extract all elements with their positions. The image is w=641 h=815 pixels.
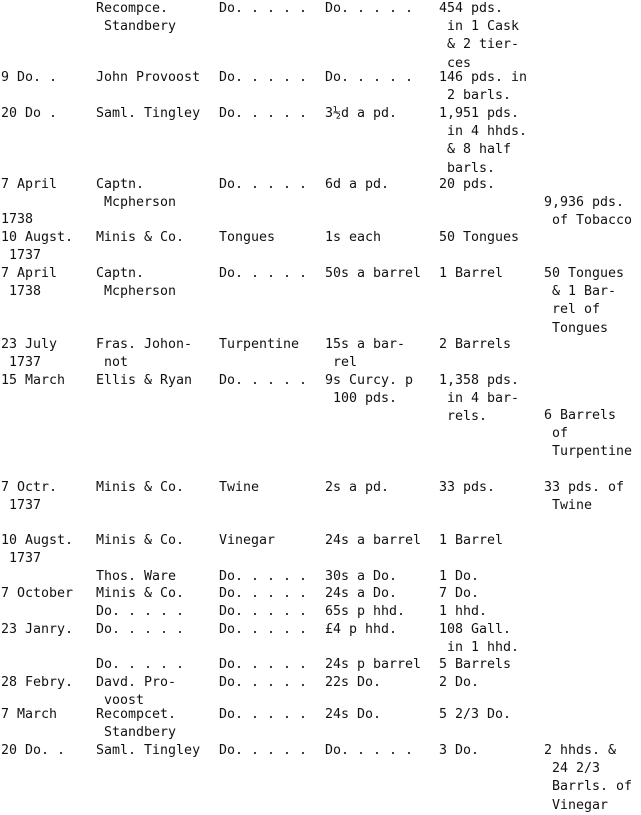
entry-date: 20 Do .: [1, 106, 58, 121]
entry-quantity: 1,358 pds. in 4 bar- rels.: [439, 373, 520, 425]
entry-name: Saml. Tingley: [96, 106, 201, 121]
entry-price: Do. . . . .: [325, 70, 414, 85]
entry-name: Saml. Tingley: [96, 743, 201, 758]
entry-item: Do. . . . .: [219, 569, 308, 584]
entry-name: Do. . . . .: [96, 604, 185, 619]
entry-quantity: 1,951 pds. in 4 hhds. & 8 half barls.: [439, 106, 528, 176]
entry-item: Do. . . . .: [219, 675, 308, 690]
entry-quantity: 7 Do.: [439, 586, 480, 601]
entry-name: Davd. Pro- voost: [96, 675, 177, 709]
entry-name: Captn. Mcpherson: [96, 177, 177, 211]
entry-price: 30s a Do.: [325, 569, 398, 584]
entry-total: 50 Tongues & 1 Bar- rel of Tongues: [544, 266, 625, 336]
entry-price: 24s Do.: [325, 707, 382, 722]
entry-item: Do. . . . .: [219, 106, 308, 121]
entry-name: Recompce. Standbery: [96, 1, 177, 35]
entry-date: 7 Octr. 1737: [1, 480, 58, 514]
entry-quantity: 1 hhd.: [439, 604, 488, 619]
entry-item: Do. . . . .: [219, 1, 308, 16]
entry-date: 7 April: [1, 177, 58, 192]
entry-date: 23 Janry.: [1, 622, 74, 637]
entry-price: 2s a pd.: [325, 480, 390, 495]
entry-quantity: 2 Do.: [439, 675, 480, 690]
entry-date: 9 Do. .: [1, 70, 58, 85]
entry-date: 10 Augst. 1737: [1, 533, 74, 567]
entry-quantity: 5 Barrels: [439, 657, 512, 672]
entry-item: Do. . . . .: [219, 604, 308, 619]
entry-item: Do. . . . .: [219, 743, 308, 758]
entry-date: 20 Do. .: [1, 743, 66, 758]
entry-price: 3½d a pd.: [325, 106, 398, 121]
entry-quantity: 20 pds.: [439, 177, 496, 192]
entry-price: 24s a barrel: [325, 533, 422, 548]
entry-name: Minis & Co.: [96, 533, 185, 548]
entry-date: 28 Febry.: [1, 675, 74, 690]
entry-name: Minis & Co.: [96, 230, 185, 245]
entry-price: 9s Curcy. p 100 pds.: [325, 373, 414, 407]
entry-quantity: 1 Barrel: [439, 533, 504, 548]
entry-total: 33 pds. of Twine: [544, 480, 625, 514]
entry-name: Do. . . . .: [96, 657, 185, 672]
entry-quantity: 3 Do.: [439, 743, 480, 758]
entry-total: 2 hhds. & 24 2/3 Barrls. of Vinegar: [544, 743, 633, 813]
entry-item: Twine: [219, 480, 260, 495]
entry-name: Minis & Co.: [96, 480, 185, 495]
entry-item: Do. . . . .: [219, 266, 308, 281]
entry-date: 7 March: [1, 707, 58, 722]
entry-name: Fras. Johon- not: [96, 337, 193, 371]
entry-total: 9,936 pds. of Tobacco: [544, 195, 633, 229]
entry-quantity: 108 Gall. in 1 hhd.: [439, 622, 520, 656]
entry-item: Tongues: [219, 230, 276, 245]
entry-item: Do. . . . .: [219, 70, 308, 85]
entry-date: 7 April 1738: [1, 266, 58, 300]
entry-date: 10 Augst. 1737: [1, 230, 74, 264]
entry-price: 24s p barrel: [325, 657, 422, 672]
entry-price: Do. . . . .: [325, 743, 414, 758]
entry-price: 15s a bar- rel: [325, 337, 406, 371]
entry-quantity: 2 Barrels: [439, 337, 512, 352]
entry-date: 7 October: [1, 586, 74, 601]
entry-price: 1s each: [325, 230, 382, 245]
entry-item: Do. . . . .: [219, 177, 308, 192]
entry-quantity: 1 Do.: [439, 569, 480, 584]
entry-quantity: 454 pds. in 1 Cask & 2 tier- ces: [439, 1, 520, 71]
entry-quantity: 50 Tongues: [439, 230, 520, 245]
entry-item: Turpentine: [219, 337, 300, 352]
entry-name: Minis & Co.: [96, 586, 185, 601]
entry-price: 65s p hhd.: [325, 604, 406, 619]
entry-name: Ellis & Ryan: [96, 373, 193, 388]
entry-price: 24s a Do.: [325, 586, 398, 601]
entry-quantity: 33 pds.: [439, 480, 496, 495]
entry-price: 50s a barrel: [325, 266, 422, 281]
entry-price: 22s Do.: [325, 675, 382, 690]
entry-name: Recompcet. Standbery: [96, 707, 177, 741]
entry-quantity: 5 2/3 Do.: [439, 707, 512, 722]
entry-item: Do. . . . .: [219, 707, 308, 722]
entry-name: John Provoost: [96, 70, 201, 85]
entry-name: Thos. Ware: [96, 569, 177, 584]
entry-date: 15 March: [1, 373, 66, 388]
entry-total: 6 Barrels of Turpentine: [544, 408, 633, 460]
entry-item: Do. . . . .: [219, 657, 308, 672]
entry-item: Do. . . . .: [219, 622, 308, 637]
entry-quantity: 146 pds. in 2 barls.: [439, 70, 528, 104]
entry-price: £4 p hhd.: [325, 622, 398, 637]
entry-name: Do. . . . .: [96, 622, 185, 637]
entry-name: Captn. Mcpherson: [96, 266, 177, 300]
entry-date: 23 July 1737: [1, 337, 58, 371]
entry-quantity: 1 Barrel: [439, 266, 504, 281]
entry-date: 1738: [1, 212, 34, 227]
entry-item: Do. . . . .: [219, 373, 308, 388]
entry-price: 6d a pd.: [325, 177, 390, 192]
entry-item: Do. . . . .: [219, 586, 308, 601]
entry-price: Do. . . . .: [325, 1, 414, 16]
entry-item: Vinegar: [219, 533, 276, 548]
